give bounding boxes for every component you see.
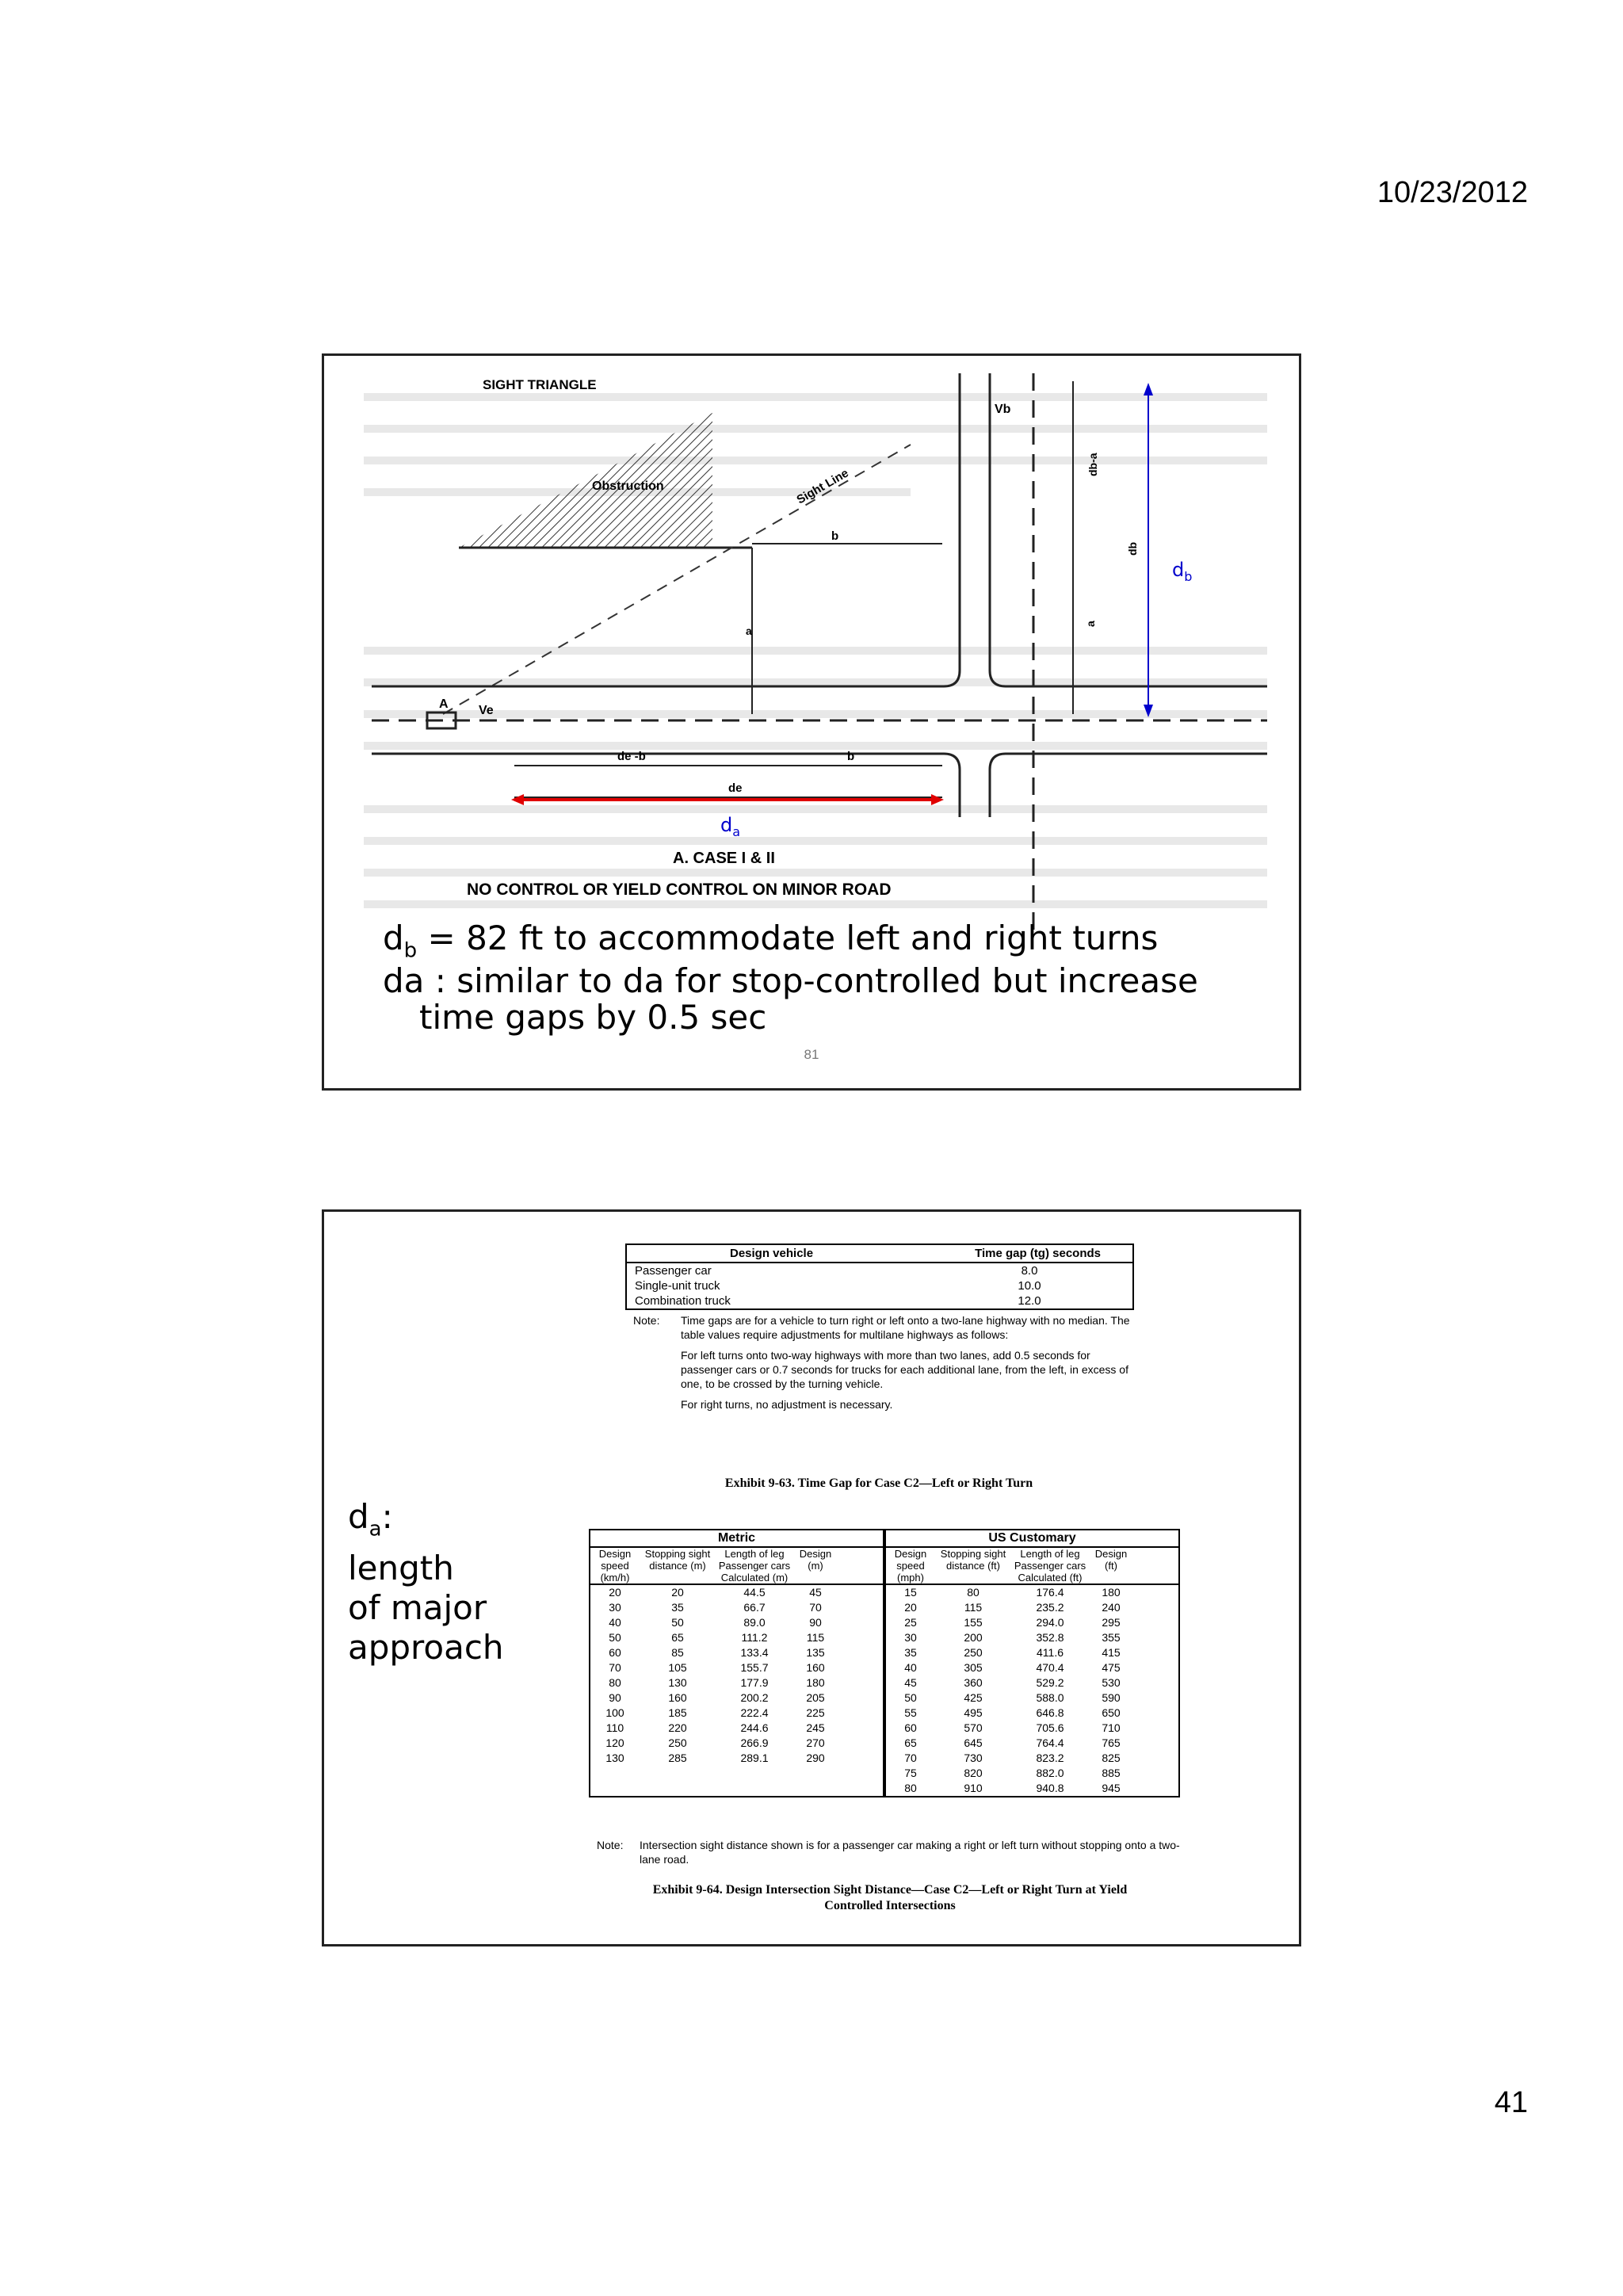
table-cell: 133.4 <box>740 1646 769 1659</box>
table-row <box>886 1585 1178 1600</box>
table-cell: 411.6 <box>1037 1646 1064 1659</box>
exhibit-9-64-caption: Exhibit 9-64. Design Intersection Sight Distance—Case C2—Left or Right Turn at Yield Controlled Intersections <box>652 1883 1128 1912</box>
point-a-label: A <box>439 697 449 711</box>
table-row <box>886 1766 1178 1781</box>
table-cell: 180 <box>806 1676 825 1689</box>
vb-label: Vb <box>995 403 1011 416</box>
slide-number: 81 <box>804 1047 819 1062</box>
table-cell: 270 <box>806 1736 825 1749</box>
db-small-label: db <box>1126 541 1139 556</box>
table-row <box>590 1615 883 1630</box>
table-row <box>590 1600 883 1615</box>
table-cell: 70 <box>609 1661 621 1674</box>
table-cell: 289.1 <box>740 1752 769 1764</box>
da-annotation: $d_a$ <box>720 814 741 839</box>
table-cell: 250 <box>964 1646 983 1659</box>
b-lower-label: b <box>847 750 855 763</box>
de-minus-b-label: de -b <box>617 750 646 763</box>
db-annotation: $d_b$ <box>1172 559 1193 584</box>
table-cell: 20 <box>671 1586 684 1599</box>
table-cell: 75 <box>904 1767 917 1779</box>
table-cell: 90 <box>809 1616 822 1629</box>
date: 10/23/2012 <box>1377 176 1528 209</box>
table-cell: 45 <box>904 1676 917 1689</box>
table-cell: 305 <box>964 1661 983 1674</box>
table-cell: 20 <box>904 1601 917 1614</box>
table-cell: 160 <box>806 1661 825 1674</box>
table-cell: 185 <box>668 1706 687 1719</box>
page-number: 41 <box>1494 2086 1528 2119</box>
b-label: b <box>831 529 839 543</box>
table-cell: 80 <box>904 1782 917 1794</box>
table-cell: 285 <box>668 1752 687 1764</box>
time-gap-header <box>627 1245 1132 1263</box>
table-cell: 820 <box>964 1767 983 1779</box>
db-statement: $d_b = 82$ ft to accommodate left and right turns <box>383 919 1159 963</box>
table-cell: 765 <box>1102 1736 1121 1749</box>
table-cell: 89.0 <box>743 1616 766 1629</box>
sight-triangle-diagram <box>356 365 1275 936</box>
table-cell: 220 <box>668 1721 687 1734</box>
a-label: a <box>746 625 752 637</box>
slide-81 <box>322 353 1301 1091</box>
table-cell: 730 <box>964 1752 983 1764</box>
table-cell: 55 <box>904 1706 917 1719</box>
table-cell: 35 <box>904 1646 917 1659</box>
metric-title: Metric <box>590 1530 883 1548</box>
time-gap-table <box>625 1244 1134 1310</box>
obstruction-area <box>459 413 712 548</box>
table-row <box>590 1706 883 1721</box>
table-row <box>886 1660 1178 1675</box>
da-statement-line2: time gaps by 0.5 sec <box>419 998 767 1037</box>
table-cell: 85 <box>671 1646 684 1659</box>
table-cell: 495 <box>964 1706 983 1719</box>
table-cell: 70 <box>904 1752 917 1764</box>
table-cell: 40 <box>904 1661 917 1674</box>
table-cell: 200.2 <box>740 1691 769 1704</box>
table-cell: 180 <box>1102 1586 1121 1599</box>
table-row <box>886 1736 1178 1751</box>
table-row <box>590 1736 883 1751</box>
table-cell: 360 <box>964 1676 983 1689</box>
table-cell: 266.9 <box>740 1736 769 1749</box>
table-cell: 120 <box>605 1736 624 1749</box>
table-cell: 530 <box>1102 1676 1121 1689</box>
table-cell: 945 <box>1102 1782 1121 1794</box>
table-cell: 295 <box>1102 1616 1121 1629</box>
table-cell: 244.6 <box>740 1721 769 1734</box>
table-row <box>886 1751 1178 1766</box>
table-cell: 705.6 <box>1036 1721 1064 1734</box>
de-label: de <box>728 781 743 795</box>
table-cell: 245 <box>806 1721 825 1734</box>
case-label: A. CASE I & II <box>673 850 775 867</box>
table-cell: 352.8 <box>1036 1631 1064 1644</box>
obstruction-label: Obstruction <box>592 479 664 493</box>
ve-label: Ve <box>479 704 494 717</box>
table-row <box>590 1690 883 1706</box>
table-cell: 240 <box>1102 1601 1121 1614</box>
table-cell: 20 <box>609 1586 621 1599</box>
table-cell: 44.5 <box>743 1586 766 1599</box>
table-cell: 646.8 <box>1036 1706 1064 1719</box>
table-cell: 100 <box>605 1706 624 1719</box>
us-title: US Customary <box>886 1530 1178 1548</box>
table-cell: 130 <box>668 1676 687 1689</box>
table-cell: 50 <box>671 1616 684 1629</box>
table-cell: 470.4 <box>1036 1661 1064 1674</box>
us-half <box>883 1530 1178 1796</box>
table-cell: 910 <box>964 1782 983 1794</box>
table-row <box>590 1630 883 1645</box>
intersection-sight-distance-table <box>589 1529 1180 1797</box>
table-cell: 355 <box>1102 1631 1121 1644</box>
table-row <box>886 1645 1178 1660</box>
table-cell: 105 <box>668 1661 687 1674</box>
table-row <box>886 1630 1178 1645</box>
table-cell: 529.2 <box>1036 1676 1064 1689</box>
table-cell: 764.4 <box>1036 1736 1064 1749</box>
table-cell: 66.7 <box>743 1601 766 1614</box>
table-cell: 80 <box>967 1586 980 1599</box>
diagram-subtitle: NO CONTROL OR YIELD CONTROL ON MINOR ROAD <box>467 881 892 899</box>
metric-body <box>590 1585 883 1766</box>
table-cell: 570 <box>964 1721 983 1734</box>
table-row <box>590 1585 883 1600</box>
table-cell: 475 <box>1102 1661 1121 1674</box>
slide-82 <box>322 1209 1301 1946</box>
table-cell: 155 <box>964 1616 983 1629</box>
table-cell: 135 <box>806 1646 825 1659</box>
table-cell: 65 <box>904 1736 917 1749</box>
table-row <box>886 1600 1178 1615</box>
table-row <box>886 1615 1178 1630</box>
table-cell: 823.2 <box>1036 1752 1064 1764</box>
table-cell: 225 <box>806 1706 825 1719</box>
table-cell: 650 <box>1102 1706 1121 1719</box>
table-cell: 294.0 <box>1036 1616 1064 1629</box>
table-cell: 25 <box>904 1616 917 1629</box>
us-body <box>886 1585 1178 1796</box>
metric-column-headers: Design speed (km/h) Stopping sight distance (m) Length of leg Passenger cars Calculated (m) Design (m) <box>590 1548 883 1585</box>
table-row: Single-unit truck 10.0 <box>635 1279 1041 1293</box>
table-cell: 40 <box>609 1616 621 1629</box>
table-cell: 60 <box>904 1721 917 1734</box>
table-cell: 115 <box>806 1631 825 1644</box>
table-cell: 645 <box>964 1736 983 1749</box>
db-minus-a-label: db-a <box>1086 453 1099 476</box>
table-cell: 590 <box>1102 1691 1121 1704</box>
metric-half <box>590 1530 883 1796</box>
col-design-vehicle: Design vehicle <box>730 1247 814 1260</box>
table-cell: 205 <box>806 1691 825 1704</box>
table-cell: 155.7 <box>740 1661 769 1674</box>
table-row <box>590 1645 883 1660</box>
table-cell: 35 <box>671 1601 684 1614</box>
table-cell: 30 <box>904 1631 917 1644</box>
table-cell: 882.0 <box>1036 1767 1064 1779</box>
table-row <box>590 1721 883 1736</box>
table-cell: 290 <box>806 1752 825 1764</box>
table-cell: 60 <box>609 1646 621 1659</box>
table-cell: 940.8 <box>1036 1782 1064 1794</box>
table-cell: 80 <box>609 1676 621 1689</box>
table-cell: 50 <box>904 1691 917 1704</box>
table-cell: 90 <box>609 1691 621 1704</box>
table-cell: 50 <box>609 1631 621 1644</box>
table-cell: 30 <box>609 1601 621 1614</box>
table-row <box>590 1675 883 1690</box>
table-row: Combination truck 12.0 <box>635 1294 1041 1308</box>
table-cell: 45 <box>809 1586 822 1599</box>
table-cell: 65 <box>671 1631 684 1644</box>
col-time-gap: Time gap (tg) seconds <box>975 1247 1101 1260</box>
diagram-title: SIGHT TRIANGLE <box>483 377 597 392</box>
table-row <box>590 1660 883 1675</box>
table-row <box>886 1690 1178 1706</box>
sight-line-label: Sight Line <box>794 466 851 507</box>
table-cell: 588.0 <box>1036 1691 1064 1704</box>
table-cell: 200 <box>964 1631 983 1644</box>
sight-distance-note: Note: Intersection sight distance shown is for a passenger car making a right or left turn without stopping onto a two-lane road. <box>597 1839 1180 1866</box>
table-cell: 110 <box>605 1721 624 1734</box>
da-side-label: $d_a$: length of major approach <box>348 1497 504 1668</box>
us-column-headers: Design speed (mph) Stopping sight distance (ft) Length of leg Passenger cars Calculated (ft) Design (ft) <box>886 1548 1178 1585</box>
table-cell: 177.9 <box>740 1676 769 1689</box>
table-row <box>886 1675 1178 1690</box>
table-row <box>590 1751 883 1766</box>
table-row <box>886 1721 1178 1736</box>
table-cell: 222.4 <box>740 1706 769 1719</box>
table-cell: 825 <box>1102 1752 1121 1764</box>
a-right-label: a <box>1084 621 1097 627</box>
da-statement-line1: da : similar to da for stop-controlled but increase <box>383 961 1198 1000</box>
table-cell: 115 <box>964 1601 983 1614</box>
table-cell: 15 <box>904 1586 917 1599</box>
table-row <box>886 1706 1178 1721</box>
table-cell: 710 <box>1102 1721 1121 1734</box>
exhibit-9-63-caption: Exhibit 9-63. Time Gap for Case C2—Left or Right Turn <box>724 1477 1033 1490</box>
table-cell: 130 <box>605 1752 624 1764</box>
table-row <box>886 1781 1178 1796</box>
table-cell: 111.2 <box>741 1631 768 1644</box>
time-gap-note: Note: Time gaps are for a vehicle to turn right or left onto a two-lane highway with no median. The table values require adjustments for multilane highways as follows: For left turns onto two-way highways with more than two lanes, add 0.5 seconds for passenger cars or 0.7 seconds for trucks for each additional lane, from the left, in excess of one, to be crossed by the turning vehicle. For right turns, no adjustment is necessary. <box>633 1314 1130 1411</box>
table-cell: 885 <box>1102 1767 1121 1779</box>
table-cell: 250 <box>668 1736 687 1749</box>
table-cell: 70 <box>809 1601 822 1614</box>
table-row: Passenger car 8.0 <box>635 1264 1038 1278</box>
table-cell: 425 <box>964 1691 983 1704</box>
table-cell: 176.4 <box>1036 1586 1064 1599</box>
table-cell: 235.2 <box>1036 1601 1064 1614</box>
table-cell: 160 <box>668 1691 687 1704</box>
table-cell: 415 <box>1102 1646 1121 1659</box>
